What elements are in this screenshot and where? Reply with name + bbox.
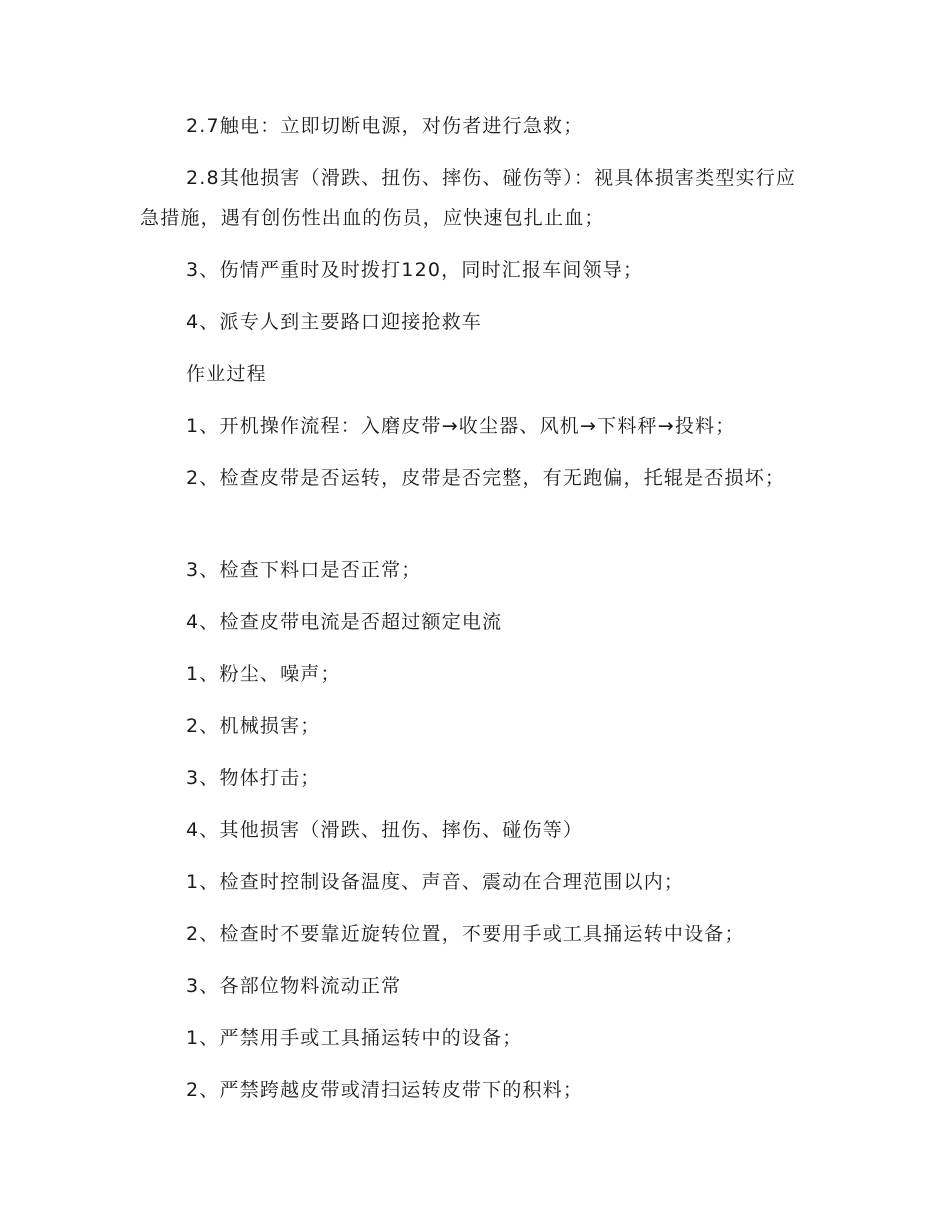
paragraph-forbid-crossing: 2、严禁跨越皮带或清扫运转皮带下的积料； — [186, 1079, 584, 1101]
paragraph-check-belt: 2、检查皮带是否运转，皮带是否完整，有无跑偏，托辊是否损坏； — [186, 467, 786, 489]
paragraph-electric-shock: 2.7触电：立即切断电源，对伤者进行急救； — [186, 115, 584, 137]
paragraph-forbid-poking: 1、严禁用手或工具捅运转中的设备； — [186, 1027, 523, 1049]
paragraph-material-flow: 3、各部位物料流动正常 — [186, 975, 402, 997]
paragraph-check-current: 4、检查皮带电流是否超过额定电流 — [186, 611, 503, 633]
paragraph-startup-flow: 1、开机操作流程：入磨皮带→收尘器、风机→下料秤→投料； — [186, 415, 736, 437]
paragraph-meet-ambulance: 4、派专人到主要路口迎接抢救车 — [186, 311, 483, 333]
paragraph-call-120: 3、伤情严重时及时拨打120，同时汇报车间领导； — [186, 259, 644, 281]
section-heading-work-process: 作业过程 — [186, 363, 267, 385]
paragraph-object-strike: 3、物体打击； — [186, 767, 321, 789]
paragraph-avoid-rotating: 2、检查时不要靠近旋转位置，不要用手或工具捅运转中设备； — [186, 923, 745, 945]
paragraph-other-injuries: 2.8其他损害（滑跌、扭伤、摔伤、碰伤等）：视具体损害类型实行应急措施，遇有创伤性出血的伤员，应快速包扎止血； — [140, 167, 797, 229]
paragraph-dust-noise: 1、粉尘、噪声； — [186, 663, 341, 685]
paragraph-other-injury-types: 4、其他损害（滑跌、扭伤、摔伤、碰伤等） — [186, 819, 584, 841]
paragraph-mechanical-injury: 2、机械损害； — [186, 715, 321, 737]
paragraph-check-feed-port: 3、检查下料口是否正常； — [186, 559, 422, 581]
paragraph-control-parameters: 1、检查时控制设备温度、声音、震动在合理范围以内； — [186, 871, 685, 893]
